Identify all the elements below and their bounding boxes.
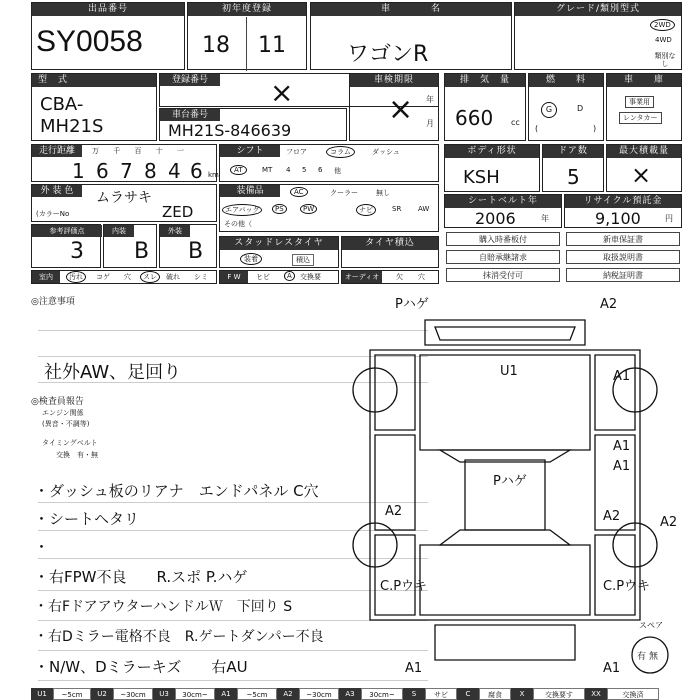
fw-a: A <box>284 271 295 281</box>
shift-column: コラム <box>326 146 355 158</box>
shift-mt: MT <box>262 166 273 174</box>
fuel-box <box>528 73 604 141</box>
inspection-unit-year: 年 <box>426 95 434 104</box>
model-box <box>31 73 157 141</box>
color-code-value: ZED <box>162 203 194 221</box>
score-box <box>31 224 101 268</box>
equipment-label: 装備品 <box>220 185 280 197</box>
report-entry: ・ <box>34 538 50 556</box>
mileage-digit-4: 8 <box>144 159 157 183</box>
legend-key: U3 <box>153 688 175 700</box>
damage-mark: A1 <box>603 661 621 676</box>
report-entry: ・右FPW不良 R.スポ P.ハゲ <box>34 568 248 586</box>
engine-label: エンジン関係 <box>42 409 84 417</box>
usage-label: 車 庫 <box>607 74 681 87</box>
chassis-label: 車台番号 <box>160 109 220 121</box>
report-title: ◎検査員報告 <box>31 397 84 407</box>
lot-number-label: 出品番号 <box>32 3 184 16</box>
report-entry: ・ダッシュ板のリアナ エンドパネル C穴 <box>34 482 319 500</box>
score-value: 3 <box>70 239 84 264</box>
roof-outline <box>425 320 585 345</box>
equip-airbag: エアバッグ <box>222 204 262 216</box>
capacity-label: 最大積載量 <box>607 145 681 158</box>
attention-text: 社外AW、足回り <box>44 362 182 383</box>
fuel-paren-open: ( <box>535 124 539 133</box>
drive-4wd: 4WD <box>655 36 672 44</box>
rear-window <box>440 530 570 545</box>
interior-label: 内装 <box>104 225 134 237</box>
body-type-box <box>444 144 540 192</box>
recycle-label: リサイクル預託金 <box>565 195 681 208</box>
car-diagram <box>345 290 685 685</box>
doc-deregistration: 抹消受付可 <box>446 268 560 282</box>
fw-strip <box>219 270 339 284</box>
first-registration-year: 18 <box>202 33 230 58</box>
mileage-digit-5: 4 <box>168 159 181 183</box>
mileage-unit: km <box>208 171 219 179</box>
damage-mark: C.Pウキ <box>380 579 428 594</box>
legend-value: ~5cm <box>53 688 91 700</box>
equip-none: 無し <box>376 189 390 197</box>
mileage-digit-2: 6 <box>96 159 109 183</box>
first-registration-label: 初年度登録 <box>188 3 306 16</box>
legend-value: 30cm~ <box>175 688 215 700</box>
lot-number-box <box>31 2 185 70</box>
legend-value: 腐食 <box>479 688 511 700</box>
fw-label: F W <box>220 271 248 283</box>
shift-dash: ダッシュ <box>372 148 400 156</box>
shift-floor: フロア <box>286 148 307 156</box>
inspection-label: 車検期限 <box>350 74 438 87</box>
fw-replace: 交換要 <box>300 273 321 281</box>
tire-load-label: タイヤ積込 <box>342 237 438 250</box>
displacement-unit: cc <box>511 118 520 127</box>
legend-value: ~30cm <box>113 688 153 700</box>
first-registration-box <box>187 2 307 70</box>
fuel-label: 燃 料 <box>529 74 603 87</box>
first-registration-divider <box>246 17 247 71</box>
car-name-box <box>310 2 512 70</box>
interior-value: B <box>134 239 150 264</box>
doc-plate: 購入時番板付 <box>446 232 560 246</box>
legend-value: 交換済 <box>607 688 659 700</box>
mileage-box <box>31 144 217 182</box>
first-registration-month: 11 <box>258 33 286 58</box>
shift-5: 5 <box>302 166 307 174</box>
color-code-label: (カラーNo <box>36 210 70 218</box>
damage-mark: Pハゲ <box>395 297 429 312</box>
audio-label: オーディオ <box>342 271 382 283</box>
damage-mark: C.Pウキ <box>603 579 651 594</box>
shift-4: 4 <box>286 166 291 174</box>
roof-panel <box>465 460 545 530</box>
recycle-box <box>564 194 682 228</box>
recycle-unit: 円 <box>665 214 673 223</box>
legend-key: U2 <box>91 688 113 700</box>
room-stain: シミ <box>194 273 208 281</box>
damage-mark: Pハゲ <box>493 474 527 489</box>
legend-key: S <box>403 688 425 700</box>
report-entry: ・シートヘタリ <box>34 510 140 528</box>
color-value: ムラサキ <box>96 190 152 206</box>
room-tear: 破れ <box>166 273 180 281</box>
audio-missing: 欠 <box>396 273 403 281</box>
usage-commercial: 事業用 <box>625 96 654 108</box>
legend-key: U1 <box>31 688 53 700</box>
spare-yes: 有 <box>637 652 647 662</box>
fuel-diesel: D <box>577 104 584 113</box>
legend-key: C <box>457 688 479 700</box>
attention-title: ◎注意事項 <box>31 297 75 307</box>
inspection-box <box>349 73 439 141</box>
rear-left-quarter <box>375 535 415 615</box>
equip-navi: ナビ <box>356 204 376 216</box>
room-scuff: スレ <box>140 271 160 283</box>
damage-mark: A1 <box>613 369 631 384</box>
body-type-value: KSH <box>463 167 500 188</box>
capacity-box <box>606 144 682 192</box>
damage-mark: A1 <box>405 661 423 676</box>
exterior-box <box>159 224 217 268</box>
legend-value: ~5cm <box>237 688 277 700</box>
usage-box <box>606 73 682 141</box>
room-hole: 穴 <box>124 273 131 281</box>
doc-tax: 納税証明書 <box>566 268 680 282</box>
studless-loaded: 積込 <box>292 254 314 266</box>
tailgate <box>420 545 590 615</box>
legend-value: 交換要す <box>533 688 585 700</box>
shift-other: 他 <box>334 167 341 175</box>
damage-mark: A2 <box>600 297 618 312</box>
damage-mark: A2 <box>603 509 621 524</box>
score-label: 参考評価点 <box>32 225 102 237</box>
displacement-box <box>444 73 526 141</box>
car-name-label: 車 名 <box>311 3 511 16</box>
usage-rental: レンタカー <box>619 112 662 124</box>
room-burn: コゲ <box>96 273 110 281</box>
body-type-label: ボディ形状 <box>445 145 539 158</box>
equip-pw: PW <box>300 204 317 214</box>
doors-box <box>542 144 604 192</box>
engine-sub: (異音・不調等) <box>42 420 90 428</box>
room-dirt: 汚れ <box>66 271 86 283</box>
doc-insurance: 自賠承継諸求 <box>446 250 560 264</box>
legend-value: 30cm~ <box>361 688 403 700</box>
seatbelt-value: 2006 <box>475 209 516 228</box>
rear-right-quarter <box>595 535 635 615</box>
interior-box <box>103 224 157 268</box>
capacity-value: × <box>631 161 652 189</box>
shift-6: 6 <box>318 166 323 174</box>
chassis-value: MH21S-846639 <box>168 121 292 140</box>
damage-mark: A1 <box>613 439 631 454</box>
exterior-value: B <box>188 239 204 264</box>
recycle-value: 9,100 <box>595 209 641 228</box>
fuel-gasoline: G <box>541 102 557 118</box>
room-label: 室内 <box>32 271 60 283</box>
drive-none: 類別なし <box>654 52 676 68</box>
equip-ps: PS <box>272 204 287 214</box>
timing-sub: 交換 有・無 <box>56 451 98 459</box>
legend-key: X <box>511 688 533 700</box>
equip-aw: AW <box>418 205 430 213</box>
chassis-box <box>159 108 347 141</box>
fw-crack: ヒビ <box>256 273 270 281</box>
room-strip <box>31 270 217 284</box>
seatbelt-box <box>444 194 562 228</box>
timing-label: タイミングベルト <box>42 439 98 447</box>
front-right-fender <box>595 355 635 430</box>
audio-strip <box>341 270 439 284</box>
doors-value: 5 <box>567 165 580 189</box>
equip-other-label: その他（ <box>224 220 252 228</box>
damage-mark: A2 <box>385 504 403 519</box>
drive-2wd: 2WD <box>650 19 675 31</box>
reg-number-value: × <box>270 76 294 109</box>
mileage-digit-1: 1 <box>72 159 85 183</box>
front-window <box>435 327 575 340</box>
seatbelt-label: シートベルト年 <box>445 195 561 208</box>
legend-key: XX <box>585 688 607 700</box>
equip-cooler: クーラー <box>330 189 358 197</box>
equip-ac: AC <box>290 187 308 197</box>
damage-mark: A1 <box>613 459 631 474</box>
report-entry: ・右Dミラー電格不良 R.ゲートダンパー不良 <box>34 629 324 645</box>
mileage-digit-6: 6 <box>190 159 203 183</box>
equip-sr: SR <box>392 205 402 213</box>
studless-label: スタッドレスタイヤ <box>220 237 338 250</box>
studless-mounted: 装着 <box>240 253 262 265</box>
displacement-value: 660 <box>455 106 494 130</box>
doc-manual: 取扱説明書 <box>566 250 680 264</box>
legend-key: A2 <box>277 688 299 700</box>
spare-no: 無 <box>649 652 659 662</box>
seatbelt-unit: 年 <box>541 214 549 223</box>
exterior-label: 外装 <box>160 225 190 237</box>
mileage-label: 走行距離 <box>32 145 82 157</box>
front-left-fender <box>375 355 415 430</box>
report-entry: ・右FドアアウターハンドルＷ 下回り S <box>34 599 293 615</box>
rear-bumper <box>435 625 575 660</box>
model-label: 型 式 <box>32 74 156 87</box>
color-label: 外 装 色 <box>32 185 82 197</box>
grade-box <box>514 2 682 70</box>
model-value: CBA-MH21S <box>40 94 104 137</box>
shift-box <box>219 144 439 182</box>
damage-mark: U1 <box>500 364 518 379</box>
lot-number: SY0058 <box>36 25 143 58</box>
reg-number-label: 登録番号 <box>160 74 220 86</box>
doors-label: ドア数 <box>543 145 603 158</box>
displacement-label: 排 気 量 <box>445 74 525 87</box>
shift-label: シフト <box>220 145 280 157</box>
mileage-digit-3: 7 <box>120 159 133 183</box>
inspection-unit-month: 月 <box>426 119 434 128</box>
legend-key: A1 <box>215 688 237 700</box>
grade-label: グレード/類別型式 <box>515 3 681 16</box>
audio-hole: 穴 <box>418 273 425 281</box>
legend-value: ~30cm <box>299 688 339 700</box>
doc-warranty: 新車保証書 <box>566 232 680 246</box>
mileage-sub: 万 千 百 十 一 <box>92 147 190 155</box>
color-box <box>31 184 217 222</box>
studless-box <box>219 236 339 268</box>
legend-value: サビ <box>425 688 457 700</box>
report-entry: ・N/W、Dミラーキズ 右AU <box>34 658 248 676</box>
legend-key: A3 <box>339 688 361 700</box>
shift-at: AT <box>230 165 247 175</box>
car-name: ワゴンR <box>347 42 429 67</box>
damage-mark: A2 <box>660 515 678 530</box>
fuel-paren-close: ) <box>593 124 597 133</box>
spare-label: スペア <box>639 621 663 630</box>
inspection-value: × <box>388 92 414 127</box>
equipment-box <box>219 184 439 232</box>
tire-load-box <box>341 236 439 268</box>
